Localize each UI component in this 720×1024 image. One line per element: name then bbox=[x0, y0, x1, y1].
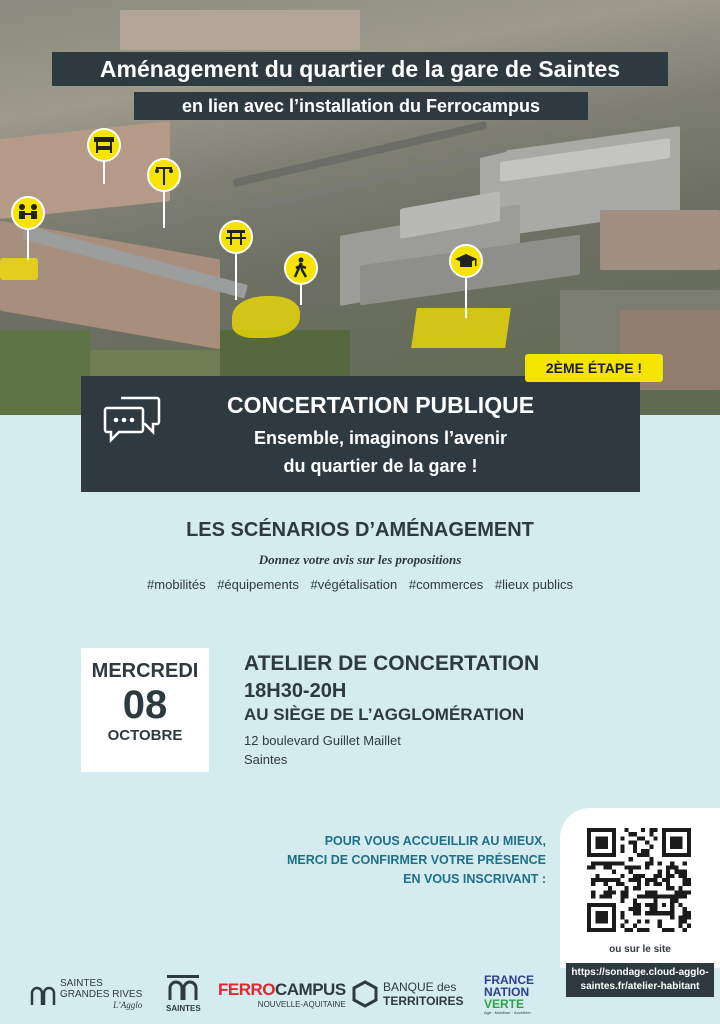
picnic-table-icon bbox=[225, 228, 247, 246]
event-title: ATELIER DE CONCERTATION bbox=[244, 652, 540, 675]
graduation-cap-icon bbox=[454, 252, 478, 270]
date-day: 08 bbox=[122, 683, 168, 727]
registration-text: POUR VOUS ACCUEILLIR AU MIEUX, MERCI DE CONFIRMER VOTRE PRÉSENCE EN VOUS INSCRIVANT : bbox=[286, 834, 546, 886]
logo-saintes-grandes-rives: SAINTES GRANDES RIVES L’Agglo bbox=[30, 978, 142, 1011]
pedestrian-icon bbox=[292, 257, 310, 279]
logo-saintes: SAINTES bbox=[166, 974, 201, 1013]
date-weekday: MERCREDI bbox=[91, 660, 199, 682]
street-lamp-icon bbox=[153, 164, 175, 186]
map-pin bbox=[284, 251, 318, 305]
people-meeting-icon bbox=[16, 203, 40, 223]
scenarios-title: LES SCÉNARIOS D’AMÉNAGEMENT bbox=[186, 519, 534, 541]
registration-link[interactable]: https://sondage.cloud-agglo- saintes.fr/atelier-habitant bbox=[566, 963, 714, 997]
date-month: OCTOBRE bbox=[107, 727, 183, 744]
partner-logos bbox=[0, 968, 560, 1024]
page-title: Aménagement du quartier de la gare de Saintes bbox=[52, 52, 668, 86]
event-address: 12 boulevard Guillet Maillet bbox=[244, 733, 401, 748]
page-subtitle: en lien avec l’installation du Ferrocampus bbox=[134, 92, 588, 120]
event-city: Saintes bbox=[244, 752, 288, 767]
hashtag: #équipements bbox=[217, 577, 299, 592]
qr-panel bbox=[560, 808, 720, 968]
stage-badge: 2ÈME ÉTAPE ! bbox=[525, 354, 663, 382]
aerial-photo bbox=[0, 0, 720, 415]
concertation-title: CONCERTATION PUBLIQUE bbox=[226, 392, 535, 418]
scenarios-subtitle: Donnez votre avis sur les propositions bbox=[258, 552, 462, 567]
concertation-banner bbox=[81, 376, 640, 492]
logo-banque-des-territoires: BANQUE des TERRITOIRES bbox=[352, 980, 463, 1008]
map-pin bbox=[147, 158, 181, 228]
hashtag: #lieux publics bbox=[494, 577, 573, 592]
arch-logo-icon bbox=[30, 983, 56, 1007]
map-pin bbox=[87, 128, 121, 184]
map-pin bbox=[449, 244, 483, 318]
logo-france-nation-verte: FRANCE NATION VERTE Agir · Mobiliser · Accélérer bbox=[484, 973, 534, 1015]
concertation-line-1: Ensemble, imaginons l’avenir bbox=[253, 428, 508, 448]
qr-caption: ou sur le site bbox=[609, 944, 671, 955]
event-details bbox=[244, 652, 539, 767]
qr-code[interactable] bbox=[587, 828, 691, 932]
hashtag: #végétalisation bbox=[310, 577, 398, 592]
map-pin bbox=[219, 220, 253, 300]
hashtag: #mobilités bbox=[147, 577, 206, 592]
hexagon-logo-icon bbox=[352, 980, 378, 1008]
concertation-line-2: du quartier de la gare ! bbox=[283, 456, 478, 476]
logo-ferrocampus: FERROCAMPUS NOUVELLE-AQUITAINE bbox=[218, 980, 346, 1009]
hashtag: #commerces bbox=[408, 577, 484, 592]
hashtag-list bbox=[0, 577, 720, 592]
market-stall-icon bbox=[93, 135, 115, 155]
arch-logo-icon bbox=[166, 974, 200, 1002]
map-pin bbox=[11, 196, 45, 260]
highlight-zone-west bbox=[0, 258, 38, 280]
date-box bbox=[81, 648, 209, 772]
event-time: 18H30-20H bbox=[244, 680, 347, 702]
event-place: AU SIÈGE DE L’AGGLOMÉRATION bbox=[244, 705, 525, 724]
